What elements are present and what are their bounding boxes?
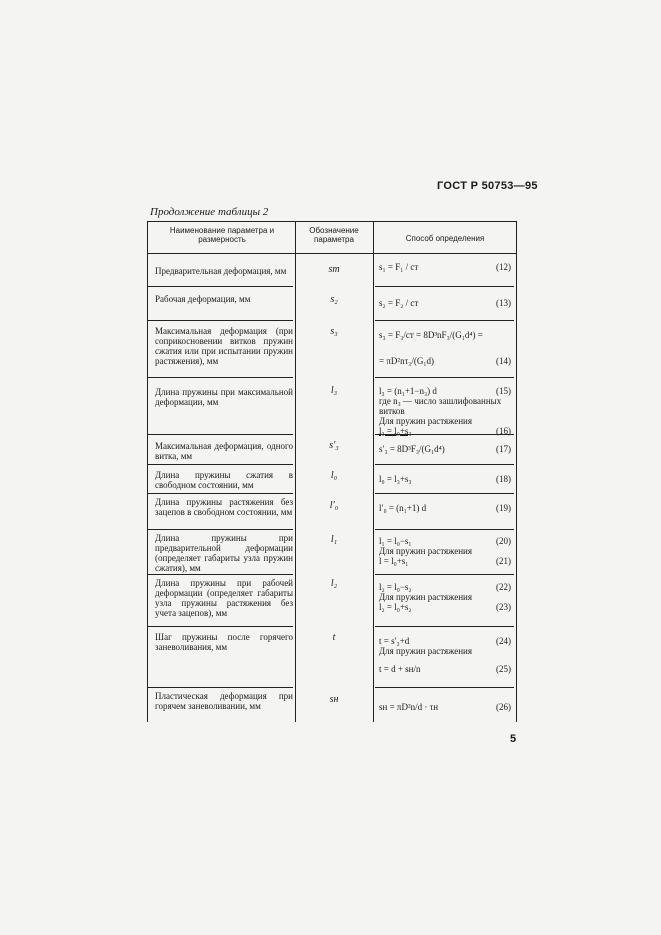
parameters-table (147, 221, 517, 722)
param-method: l₂ = l₀−s₂ (22) Для пружин растяжения l₂ = l₀+s₂ (23) (379, 582, 511, 612)
param-name: Длина пружины при максимальной деформации, мм (155, 387, 293, 407)
param-name: Шаг пружины после горячего заневоливания, мм (155, 632, 293, 652)
param-symbol: sн (329, 694, 339, 705)
param-symbol: s₂ (330, 294, 338, 305)
param-symbol: s′₃ (329, 440, 339, 451)
param-symbol: l₁ (330, 534, 338, 545)
param-symbol: sт (328, 264, 340, 275)
standard-code: ГОСТ Р 50753—95 (437, 180, 538, 192)
param-symbol: s₃ (330, 326, 338, 337)
param-symbol: t (332, 632, 336, 643)
param-method: l₁ = l₀−s₁ (20) Для пружин растяжения l = l₀+s₁ (21) (379, 536, 511, 566)
page-number: 5 (510, 733, 517, 745)
param-name: Длина пружины при предварительной деформации (определяет габариты узла пружин сжатия), мм (155, 533, 293, 573)
table-caption: Продолжение таблицы 2 (150, 206, 269, 218)
param-symbol: l′₀ (329, 500, 339, 511)
param-method: t = s′₃+d (24) Для пружин растяжения t = d + sн/n (25) (379, 636, 511, 674)
param-name: Длина пружины сжатия в свободном состоянии, мм (155, 470, 293, 490)
param-name: Длина пружины растяжения без зацепов в свободном состоянии, мм (155, 497, 293, 517)
param-symbol: l₀ (330, 470, 338, 481)
column-header-method: Способ определения (405, 234, 485, 243)
column-header-name: Наименование параметра и размерность (169, 226, 275, 244)
param-method: l′₀ = (n₁+1) d (19) (379, 503, 511, 513)
param-name: Максимальная деформация, одного витка, мм (155, 441, 293, 461)
param-name: Рабочая деформация, мм (155, 294, 251, 304)
param-name: Предварительная деформация, мм (155, 266, 287, 276)
param-name: Длина пружины при рабочей деформации (определяет габариты узла пружины растяжения без учета зацепов), мм (155, 578, 293, 618)
param-method: l₀ = l₃+s₃ (18) (379, 474, 511, 484)
param-symbol: l₃ (330, 385, 338, 396)
param-symbol: l₂ (330, 578, 338, 589)
param-method: s′₃ = 8D³F₃/(G₁d⁴) (17) (379, 444, 511, 454)
param-method: s₂ = F₂ / cт (13) (379, 298, 511, 308)
param-name: Пластическая деформация при горячем заневоливании, мм (155, 691, 293, 711)
param-method: s₁ = F₁ / cт (12) (379, 262, 511, 272)
param-name: Максимальная деформация (при соприкосновении витков пружин сжатия или при испытании пружин растяжения), мм (155, 326, 293, 366)
column-header-symbol: Обозначение параметра (309, 226, 359, 244)
param-method: l₃ = (n₁+1−n₃) d (15) где n₃ — число зашлифованных витков Для пружин растяжения l₃ = l₀+s₃ (16) (379, 386, 511, 436)
param-method: s₃ = F₃/cт = 8D³nF₃/(G₁d⁴) = = πD²nτ₃/(G₁d) (14) (379, 330, 511, 366)
param-method: sн = πD²n/d · τн (26) (379, 702, 511, 712)
